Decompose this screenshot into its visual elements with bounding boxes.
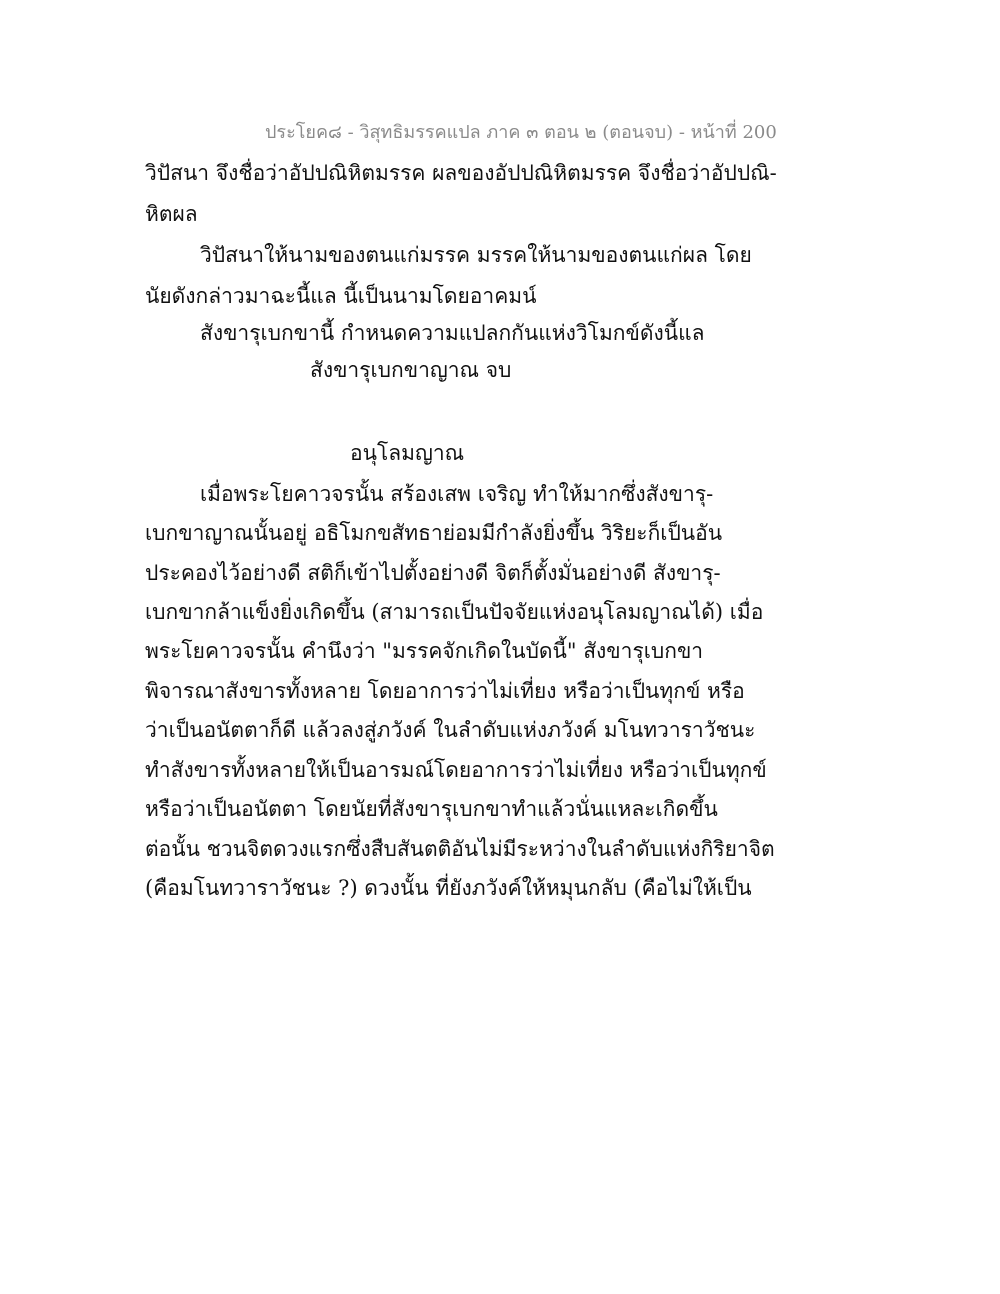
text-line: ว่าเป็นอนัตตาก็ดี แล้วลงสู่ภวังค์ ในลำดับแห่งภวังค์ มโนทวาราวัชนะ [145, 718, 756, 742]
paragraph-start-line: วิปัสนาให้นามของตนแก่มรรค มรรคให้นามของตนแก่ผล โดย [200, 243, 752, 267]
text-line: ประคองไว้อย่างดี สติก็เข้าไปตั้งอย่างดี จิตก็ตั้งมั่นอย่างดี สังขารุ- [145, 561, 721, 585]
text-line: นัยดังกล่าวมาฉะนี้แล นี้เป็นนามโดยอาคมน์ [145, 284, 537, 308]
text-line: ต่อนั้น ชวนจิตดวงแรกซึ่งสืบสันตติอันไม่มีระหว่างในลำดับแห่งกิริยาจิต [145, 837, 775, 861]
section-end-label: สังขารุเบกขาญาณ จบ [310, 358, 512, 382]
text-line: (คือมโนทวาราวัชนะ ?) ดวงนั้น ที่ยังภวังค์ให้หมุนกลับ (คือไม่ให้เป็น [145, 876, 752, 900]
paragraph-start-line: สังขารุเบกขานี้ กำหนดความแปลกกันแห่งวิโมกข์ดังนี้แล [200, 321, 705, 345]
section-title: อนุโลมญาณ [350, 441, 465, 465]
text-line: พิจารณาสังขารทั้งหลาย โดยอาการว่าไม่เที่ยง หรือว่าเป็นทุกข์ หรือ [145, 679, 745, 703]
running-head: ประโยค๘ - วิสุทธิมรรคแปล ภาค ๓ ตอน ๒ (ตอนจบ) - หน้าที่ 200 [265, 122, 777, 143]
text-line: เบกขากล้าแข็งยิ่งเกิดขึ้น (สามารถเป็นปัจจัยแห่งอนุโลมญาณได้) เมื่อ [145, 600, 764, 624]
paragraph-start-line: เมื่อพระโยคาวจรนั้น สร้องเสพ เจริญ ทำให้มากซึ่งสังขารุ- [200, 482, 714, 506]
text-line: หิตผล [145, 202, 198, 226]
text-line: ทำสังขารทั้งหลายให้เป็นอารมณ์โดยอาการว่าไม่เที่ยง หรือว่าเป็นทุกข์ [145, 758, 767, 782]
text-line: พระโยคาวจรนั้น คำนึงว่า "มรรคจักเกิดในบัดนี้" สังขารุเบกขา [145, 639, 704, 663]
text-line: หรือว่าเป็นอนัตตา โดยนัยที่สังขารุเบกขาทำแล้วนั่นแหละเกิดขึ้น [145, 797, 718, 821]
text-line: เบกขาญาณนั้นอยู่ อธิโมกขสัทธาย่อมมีกำลังยิ่งขึ้น วิริยะก็เป็นอัน [145, 521, 723, 545]
text-line: วิปัสนา จึงชื่อว่าอัปปณิหิตมรรค ผลของอัปปณิหิตมรรค จึงชื่อว่าอัปปณิ- [145, 161, 777, 185]
